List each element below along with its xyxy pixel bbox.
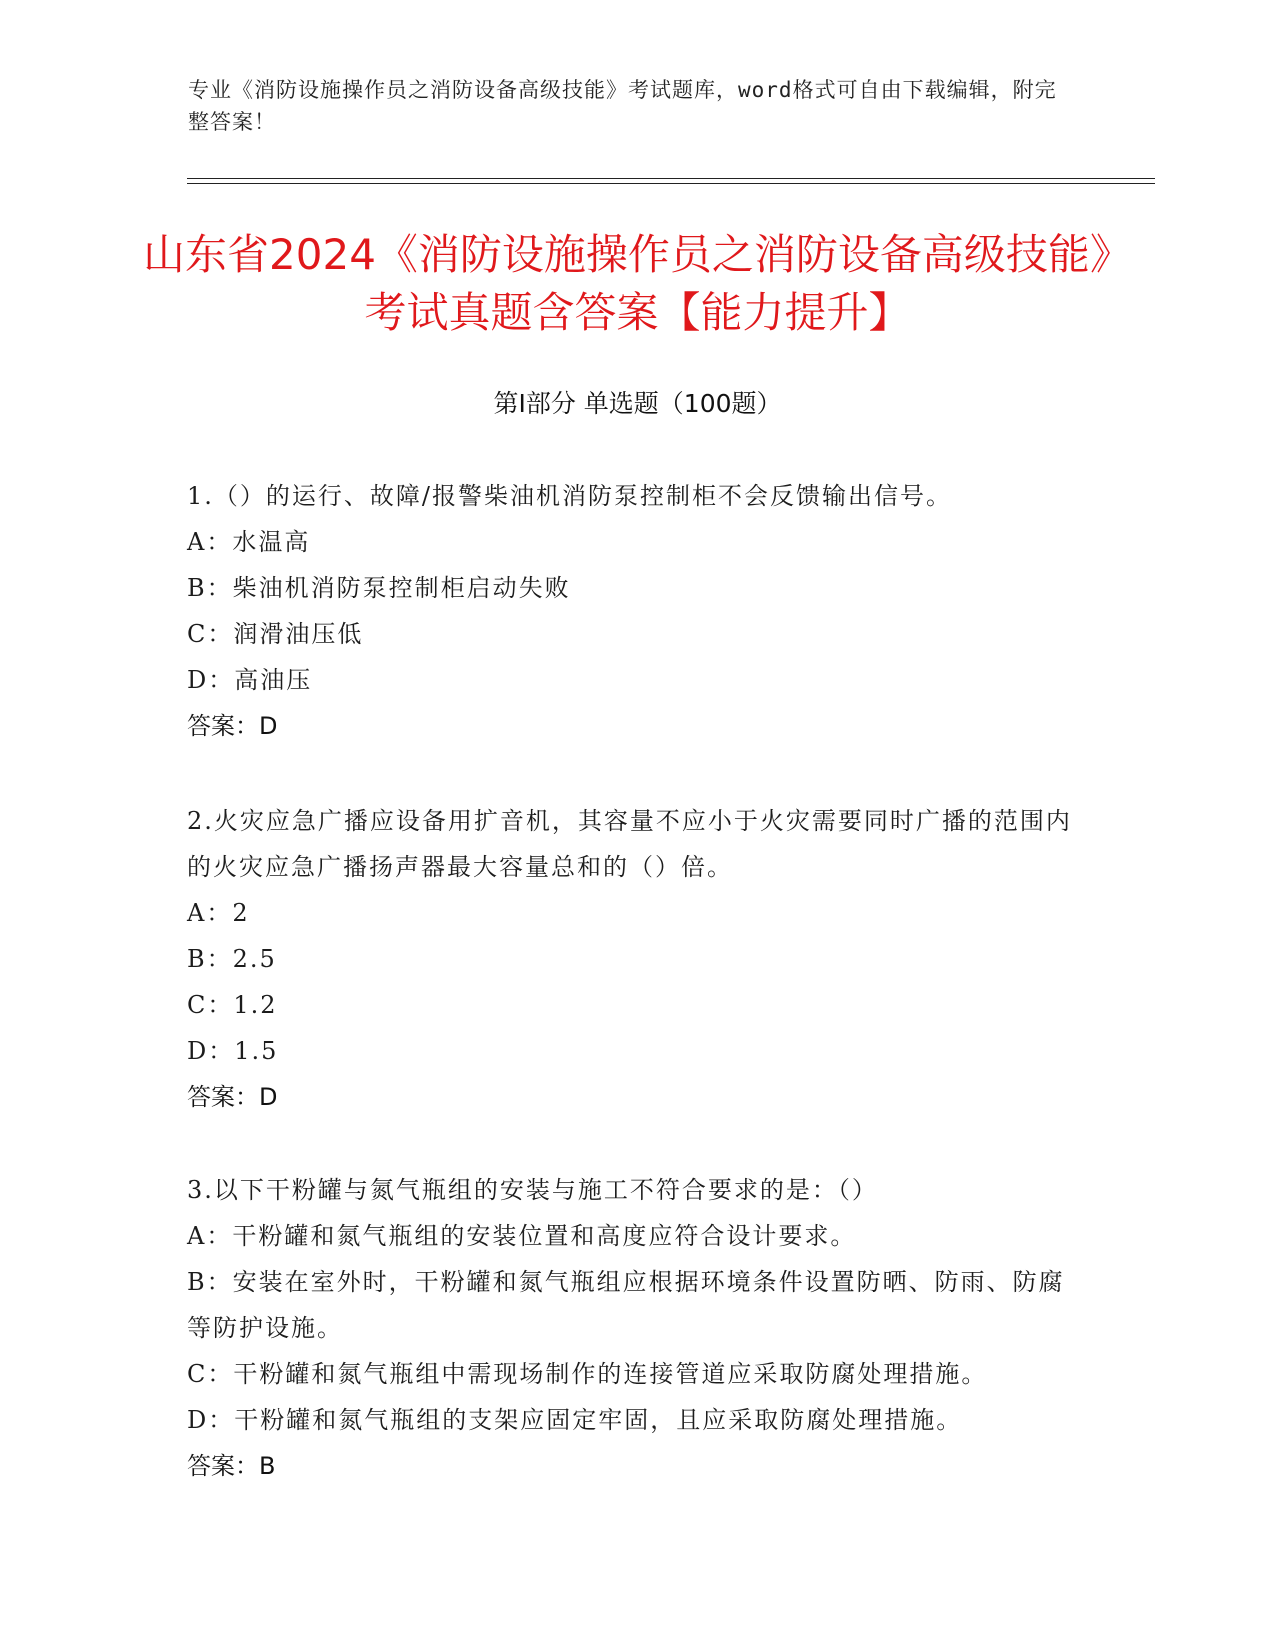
option-a: A：2 (187, 899, 250, 927)
option-a: A：水温高 (187, 528, 311, 556)
option-a: A：干粉罐和氮气瓶组的安装位置和高度应符合设计要求。 (187, 1222, 857, 1250)
answer-value: D (259, 1083, 278, 1111)
option-b: B：柴油机消防泵控制柜启动失败 (187, 574, 571, 602)
answer-value: D (259, 712, 278, 740)
answer-value: B (259, 1452, 276, 1480)
header-note: 专业《消防设施操作员之消防设备高级技能》考试题库，word格式可自由下载编辑，附完整答案！ (188, 78, 1057, 134)
answer-prefix: 答案： (187, 1452, 259, 1480)
section-title: 第I部分 单选题（100题） (493, 389, 782, 418)
question-block (187, 1167, 1087, 1489)
answer-prefix: 答案： (187, 712, 259, 740)
option-b: B：安装在室外时，干粉罐和氮气瓶组应根据环境条件设置防晒、防雨、防腐等防护设施。 (187, 1268, 1065, 1342)
question-block (187, 798, 1087, 1120)
header-divider-bottom (187, 183, 1155, 184)
option-b: B：2.5 (187, 945, 277, 973)
answer-prefix: 答案： (187, 1083, 259, 1111)
answer-line (187, 703, 1087, 749)
option-c: C：干粉罐和氮气瓶组中需现场制作的连接管道应采取防腐处理措施。 (187, 1360, 988, 1388)
option-c: C：润滑油压低 (187, 620, 364, 648)
option-d: D：1.5 (187, 1037, 279, 1065)
header-divider-top (187, 178, 1155, 179)
question-block (187, 473, 1087, 749)
answer-line (187, 1074, 1087, 1120)
option-d: D：高油压 (187, 666, 313, 694)
question-stem: 3.以下干粉罐与氮气瓶组的安装与施工不符合要求的是：（） (187, 1176, 878, 1204)
option-c: C：1.2 (187, 991, 278, 1019)
answer-line (187, 1443, 1087, 1489)
question-stem: 1.（）的运行、故障/报警柴油机消防泵控制柜不会反馈输出信号。 (187, 482, 952, 510)
question-stem: 2.火灾应急广播应设备用扩音机，其容量不应小于火灾需要同时广播的范围内的火灾应急广播扬声器最大容量总和的（）倍。 (187, 807, 1072, 881)
option-d: D：干粉罐和氮气瓶组的支架应固定牢固，且应采取防腐处理措施。 (187, 1406, 963, 1434)
document-title: 山东省2024《消防设施操作员之消防设备高级技能》考试真题含答案【能力提升】 (143, 230, 1132, 337)
